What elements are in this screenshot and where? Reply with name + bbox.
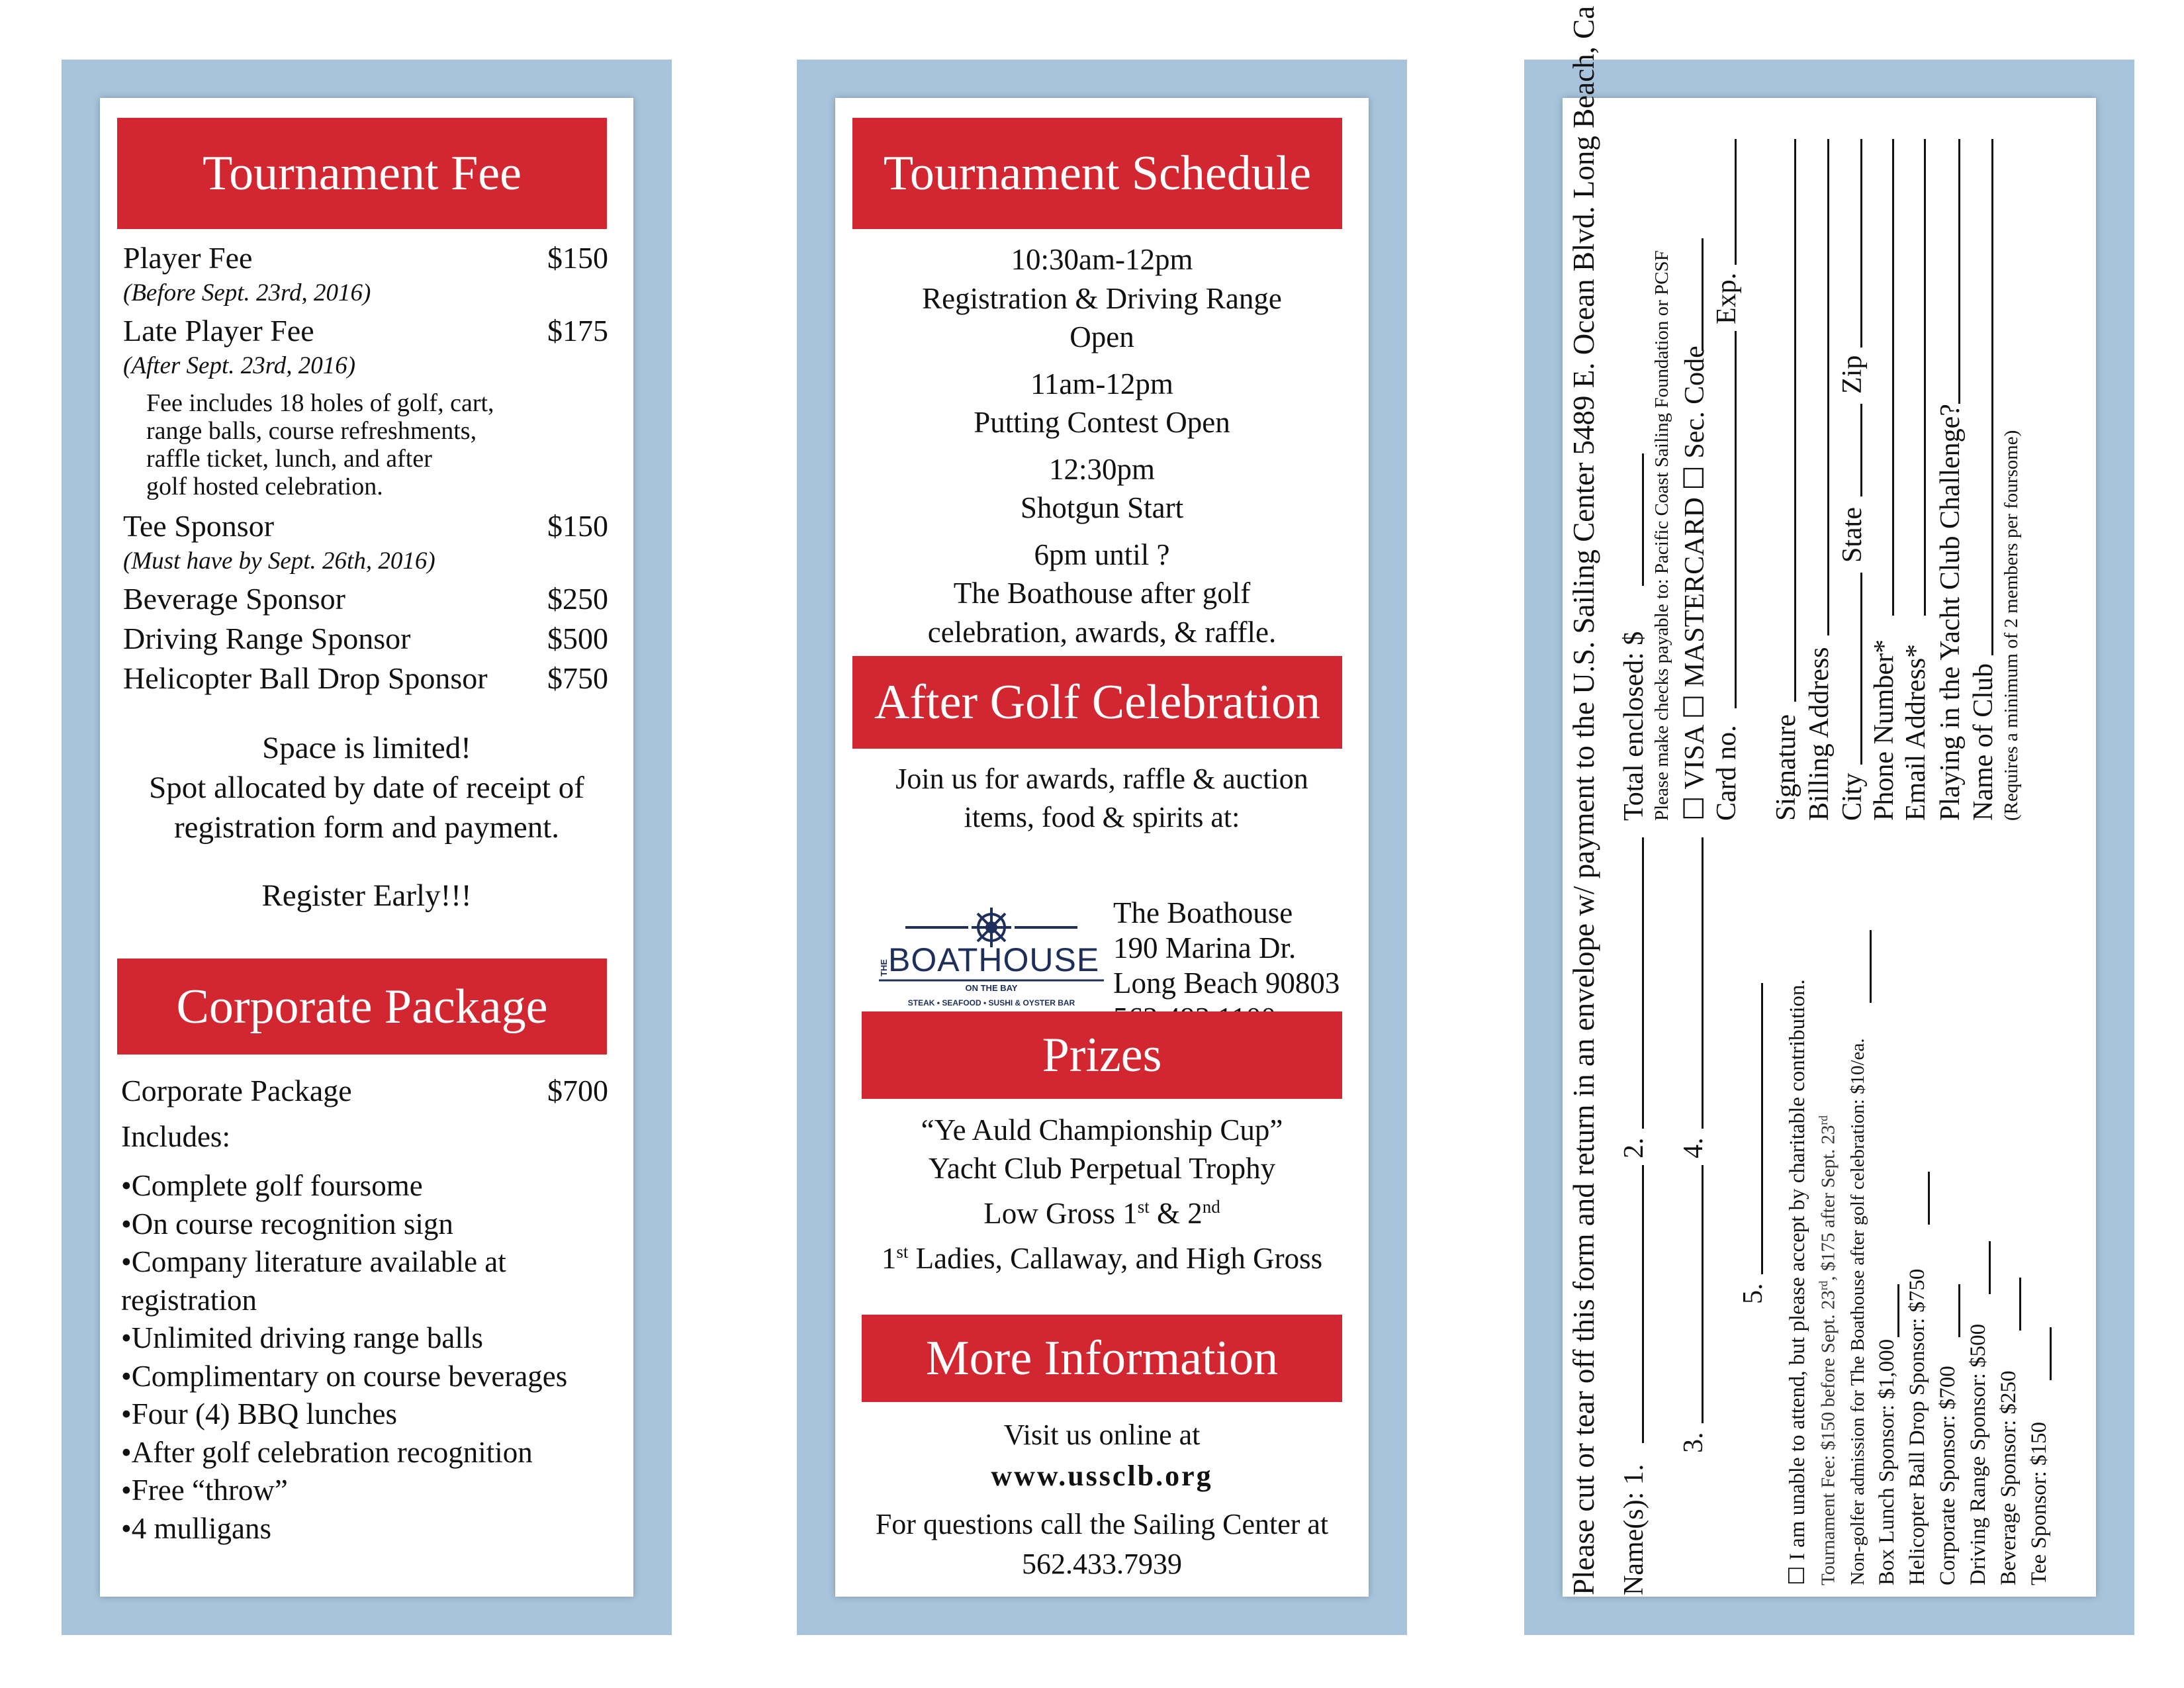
boathouse-logo: THE BOATHOUSE ON THE BAY STEAK • SEAFOOD • SUSHI & OYSTER BAR: [879, 902, 1104, 1021]
phone-label: Phone Number*: [1869, 639, 1899, 821]
city-label: City: [1837, 773, 1868, 821]
panel-card: [100, 98, 633, 1597]
venue-address: The Boathouse 190 Marina Dr. Long Beach 90803: [1113, 896, 1340, 1000]
name-field-5[interactable]: [1761, 983, 1763, 1274]
sponsor-field[interactable]: [2050, 1327, 2052, 1380]
list-item: •On course recognition sign: [121, 1207, 453, 1241]
yacht-club-label: Playing in the Yacht Club Challenge?: [1935, 404, 1966, 821]
after-intro: Join us for awards, raffle & auction items, food & spirits at:: [895, 763, 1308, 833]
zip-label: Zip: [1837, 355, 1868, 394]
sponsor-field[interactable]: [1928, 1172, 1930, 1225]
unable-checkbox[interactable]: ☐ I am unable to attend, but please accept by charitable contribution.: [1786, 979, 1809, 1585]
panel-schedule: [797, 60, 1407, 1635]
panel-card: [835, 98, 1369, 1597]
list-item: •Complete golf foursome: [121, 1169, 423, 1202]
fee-row: Player Fee $150: [123, 241, 608, 275]
includes-label: Includes:: [121, 1120, 230, 1153]
visit-online: Visit us online at: [1003, 1419, 1201, 1451]
fee-row: Beverage Sponsor $250: [123, 582, 608, 616]
city-field[interactable]: [1860, 573, 1862, 765]
list-item: •Complimentary on course beverages: [121, 1359, 568, 1393]
state-label: State: [1837, 507, 1868, 563]
more-information-banner: More Information: [862, 1315, 1342, 1402]
fee-includes: Fee includes 18 holes of golf, cart, range balls, course refreshments, raffle ticket, lunch, and after golf hosted celebration.: [146, 389, 494, 500]
state-field[interactable]: [1860, 404, 1862, 496]
billing-label: Billing Address: [1804, 647, 1835, 821]
corp-items: [121, 1167, 567, 1548]
name-field-4[interactable]: [1702, 837, 1704, 1129]
fee-row: Driving Range Sponsor $500: [123, 622, 608, 655]
sponsor-box-lunch: Box Lunch Sponsor: $1,000: [1875, 1338, 1899, 1585]
sponsor-beverage: Beverage Sponsor: $250: [1997, 1370, 2021, 1585]
sponsor-driving-range: Driving Range Sponsor: $500: [1966, 1323, 1990, 1585]
after-golf-banner: After Golf Celebration: [852, 656, 1342, 749]
phone-field[interactable]: [1892, 139, 1894, 616]
list-item: •After golf celebration recognition: [121, 1435, 533, 1469]
names-label: Name(s): 1.: [1619, 1464, 1649, 1595]
form-instructions: Please cut or tear off this form and return in an envelope w/ payment to the U.S. Sailing Center 5489 E. Ocean Blvd. Long Beach, Ca: [1567, 5, 1600, 1595]
fee-row: Tee Sponsor $150: [123, 509, 608, 543]
club-name-label: Name of Club: [1968, 663, 1999, 821]
register-early: Register Early!!!: [261, 878, 472, 913]
logo-wordmark: BOATHOUSE: [888, 941, 1100, 978]
card-number-field[interactable]: [1735, 331, 1737, 708]
card-no-label: Card no.: [1711, 725, 1742, 821]
zip-field[interactable]: [1860, 139, 1862, 348]
signature-label: Signature: [1771, 714, 1801, 821]
space-limited: Space is limited! Spot allocated by date of receipt of registration form and payment.: [149, 731, 584, 845]
club-note: (Requires a minimum of 2 members per foursome): [2001, 430, 2022, 821]
fee-line: Tournament Fee: $150 before Sept. 23rd, $175 after Sept. 23rd: [1817, 1115, 1839, 1585]
signature-field[interactable]: [1794, 139, 1796, 702]
sec-code-field[interactable]: [1702, 238, 1704, 351]
schedule: 10:30am-12pm Registration & Driving Range Open 11am-12pm Putting Contest Open 12:30pm Shotgun Start 6pm until ? The Boathouse after golf celebration, awards, & raffle.: [922, 243, 1282, 649]
fee-note: (After Sept. 23rd, 2016): [123, 352, 356, 379]
exp-field[interactable]: [1735, 139, 1737, 265]
list-item: registration: [121, 1283, 257, 1317]
fee-note: (Before Sept. 23rd, 2016): [123, 279, 371, 306]
corporate-package-banner: Corporate Package: [117, 959, 607, 1055]
sponsor-field[interactable]: [2019, 1278, 2021, 1331]
nongolfer-line: Non-golfer admission for The Boathouse after golf celebration: $10/ea.: [1847, 1038, 1868, 1585]
prizes-banner: Prizes: [862, 1011, 1342, 1099]
list-item: •Company literature available at: [121, 1245, 506, 1278]
list-item: •Unlimited driving range balls: [121, 1321, 483, 1354]
nongolfer-field[interactable]: [1870, 930, 1872, 1003]
checks-note: Please make checks payable to: Pacific Coast Sailing Foundation or PCSF: [1651, 250, 1672, 821]
corp-row: Corporate Package $700: [121, 1074, 608, 1107]
sponsor-field[interactable]: [1897, 1284, 1899, 1337]
name-field-1[interactable]: [1642, 1165, 1644, 1443]
total-label: Total enclosed: $: [1619, 631, 1649, 821]
panel-tournament-fee: [62, 60, 672, 1635]
name-field-3[interactable]: [1702, 1165, 1704, 1423]
sponsor-field[interactable]: [1989, 1241, 1991, 1294]
list-item: •4 mulligans: [121, 1511, 271, 1545]
website-link[interactable]: www.ussclb.org: [991, 1460, 1213, 1492]
prizes-list: “Ye Auld Championship Cup” Yacht Club Perpetual Trophy Low Gross 1st & 2nd 1st Ladies, Callaway, and High Gross: [881, 1113, 1323, 1275]
card-type[interactable]: ☐ VISA ☐ MASTERCARD ☐ Sec. Code: [1680, 346, 1710, 821]
list-item: •Free “throw”: [121, 1474, 288, 1507]
tournament-schedule-banner: Tournament Schedule: [852, 118, 1342, 229]
name-field-2[interactable]: [1642, 837, 1644, 1129]
fee-row: Helicopter Ball Drop Sponsor $750: [123, 661, 608, 695]
questions-contact: For questions call the Sailing Center at 562.433.7939: [875, 1508, 1329, 1580]
exp-label: Exp.: [1711, 272, 1742, 324]
registration-form: Please cut or tear off this form and return in an envelope w/ payment to the U.S. Sailing Center 5489 E. Ocean Blvd. Long Beach, Ca Name(s): 1. 2. 3. 4. 5. ☐ I am unable to attend, but please accept by charitable contribution. Tournament Fee: $150 before Sept. 23rd, $175 after Sept. 23rd Non-golfer admission for The Boathouse after golf celebration: $10/ea. Box Lunch Sponsor: $1,000 Helicopter Ball Drop Sponsor: $750 Corporate Sponsor: $700 Driving Range Sponsor: $500 Beverage Sponsor: $250 Tee Sponsor: $150 Total enclosed: $ Please make checks payable to: Pacific Coast Sailing Foundation or PCSF ☐ VISA ☐ MASTERCARD ☐ Sec. Code Card no. Exp. Signature Billing Address City State Zip Phone Number* Email Address* Playing in the Yacht Club Challenge? Name of Club (Requires a minimum of 2 members per foursome): [1567, 5, 2051, 1595]
total-field[interactable]: [1642, 453, 1644, 586]
email-field[interactable]: [1924, 139, 1926, 616]
fee-row: Late Player Fee $175: [123, 314, 608, 348]
list-item: •Four (4) BBQ lunches: [121, 1397, 397, 1430]
sponsor-corporate: Corporate Sponsor: $700: [1936, 1366, 1960, 1585]
email-label: Email Address*: [1901, 643, 1931, 821]
club-name-field[interactable]: [1991, 139, 1993, 655]
billing-address-field[interactable]: [1827, 139, 1829, 635]
fee-note: (Must have by Sept. 26th, 2016): [123, 547, 435, 575]
yacht-club-field[interactable]: [1958, 139, 1960, 404]
tournament-fee-banner: Tournament Fee: [117, 118, 607, 229]
sponsor-helicopter: Helicopter Ball Drop Sponsor: $750: [1905, 1268, 1929, 1585]
sponsor-tee: Tee Sponsor: $150: [2027, 1421, 2051, 1585]
sponsor-field[interactable]: [1958, 1284, 1960, 1337]
